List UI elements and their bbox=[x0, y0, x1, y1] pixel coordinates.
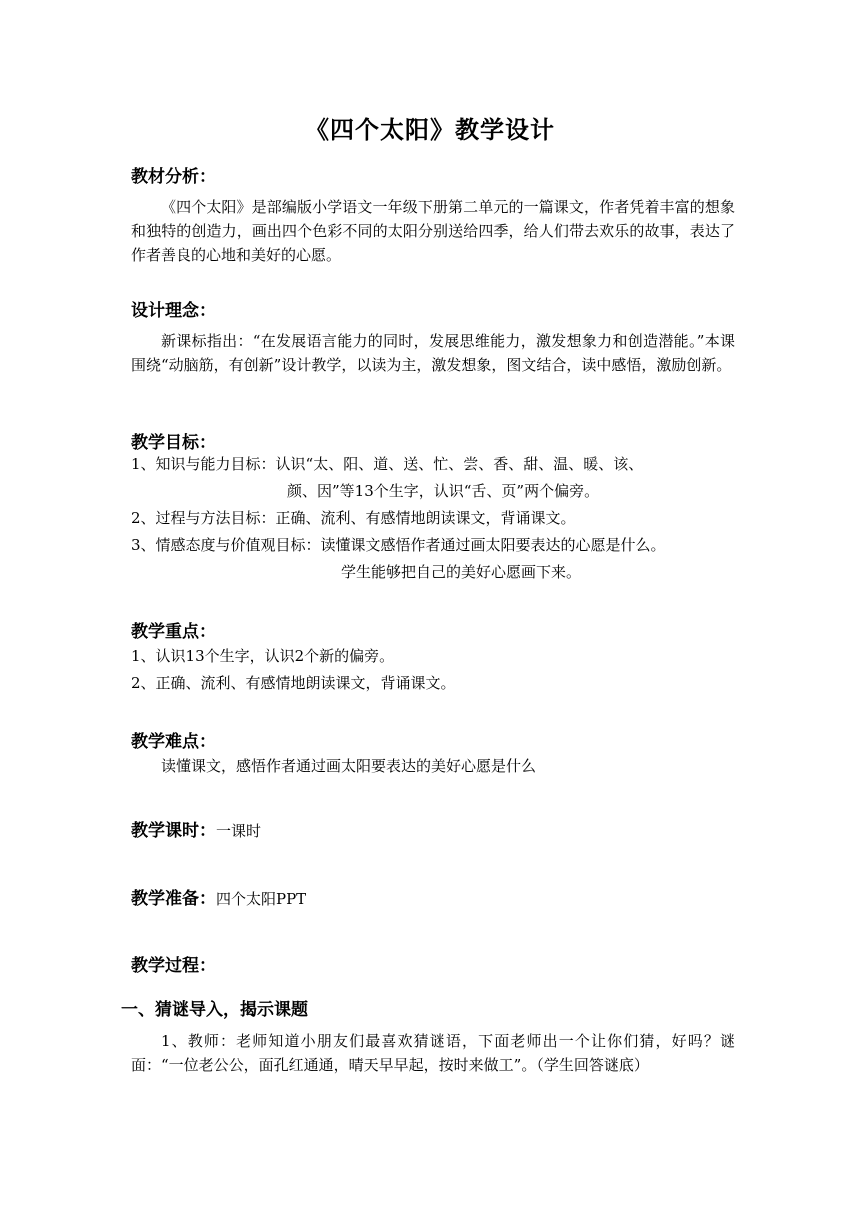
preparation-label: 教学准备： bbox=[131, 889, 216, 909]
goal-item-2: 2、过程与方法目标：正确、流利、有感情地朗读课文，背诵课文。 bbox=[131, 509, 576, 527]
document-title: 《四个太阳》教学设计 bbox=[305, 116, 555, 144]
class-hours-label: 教学课时： bbox=[131, 821, 216, 841]
goal-item-3-line-2: 学生能够把自己的美好心愿画下来。 bbox=[341, 563, 582, 581]
heading-preparation bbox=[131, 884, 306, 909]
heading-teaching-process: 教学过程： bbox=[131, 956, 216, 976]
goal-item-3-line-1: 3、情感态度与价值观目标：读懂课文感悟作者通过画太阳要表达的心愿是什么。 bbox=[131, 536, 666, 554]
preparation-value: 四个太阳PPT bbox=[216, 890, 307, 908]
goal-item-1-line-1: 1、知识与能力目标：认识“太、阳、道、送、忙、尝、香、甜、温、暖、该、 bbox=[131, 455, 644, 473]
paragraph-textbook-analysis: 《四个太阳》是部编版小学语文一年级下册第二单元的一篇课文，作者凭着丰富的想象和独特的创造力，画出四个色彩不同的太阳分别送给四季，给人们带去欢乐的故事，表达了作者善良的心地和美好的心愿。 bbox=[131, 198, 735, 264]
key-point-item-1: 1、认识13个生字，认识2个新的偏旁。 bbox=[131, 647, 395, 665]
heading-class-hours bbox=[131, 816, 261, 841]
key-point-item-2: 2、正确、流利、有感情地朗读课文，背诵课文。 bbox=[131, 674, 456, 692]
heading-key-points: 教学重点： bbox=[131, 622, 216, 642]
paragraph-step-1: 1、教师：老师知道小朋友们最喜欢猜谜语，下面老师出一个让你们猜，好吗？谜面：“一位老公公，面孔红通通，晴天早早起，按时来做工”。（学生回答谜底） bbox=[131, 1032, 735, 1074]
section-heading-riddle-intro: 一、猜谜导入，揭示课题 bbox=[121, 1000, 308, 1020]
paragraph-design-concept: 新课标指出：“在发展语言能力的同时，发展思维能力，激发想象力和创造潜能。”本课围绕“动脑筋，有创新”设计教学，以读为主，激发想象，图文结合，读中感悟，激励创新。 bbox=[131, 332, 735, 374]
heading-teaching-goals: 教学目标： bbox=[131, 433, 216, 453]
heading-design-concept: 设计理念： bbox=[131, 301, 216, 321]
difficulty-text: 读懂课文，感悟作者通过画太阳要表达的美好心愿是什么 bbox=[161, 757, 537, 775]
goal-item-1-line-2: 颜、因”等13个生字，认识“舌、页”两个偏旁。 bbox=[287, 482, 600, 500]
class-hours-value: 一课时 bbox=[216, 822, 262, 840]
heading-difficulty: 教学难点： bbox=[131, 732, 216, 752]
heading-textbook-analysis: 教材分析： bbox=[131, 167, 216, 187]
